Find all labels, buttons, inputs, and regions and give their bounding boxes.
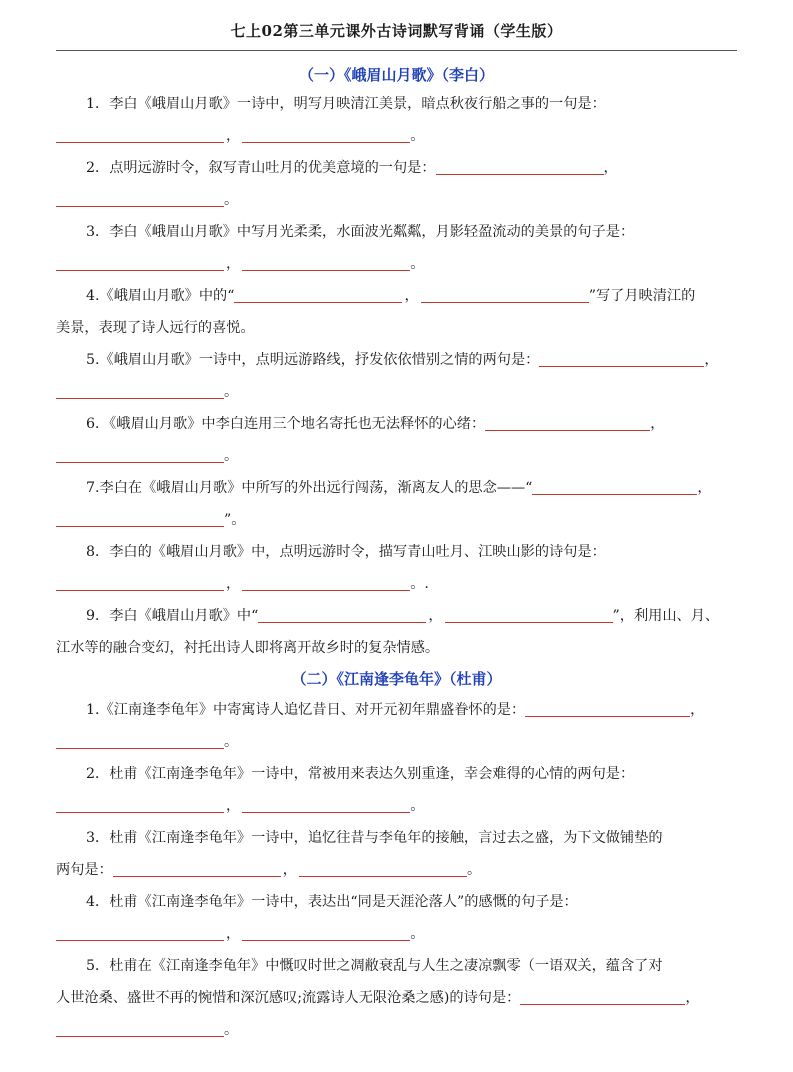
answer-blank[interactable]	[525, 702, 690, 717]
answer-blank[interactable]	[56, 448, 224, 463]
document-title: 七上02第三单元课外古诗词默写背诵（学生版）	[230, 22, 563, 40]
answer-blank[interactable]	[445, 608, 613, 623]
question-2-2	[56, 758, 740, 790]
answer-blank[interactable]	[421, 288, 589, 303]
answer-blank[interactable]	[56, 576, 224, 591]
title-divider	[56, 50, 737, 51]
answer-line-2-5: 。	[56, 1014, 740, 1046]
answer-line-1-1: ， 。	[56, 120, 740, 152]
question-text: 1．李白《峨眉山月歌》一诗中，明写月映清江美景，暗点秋夜行船之事的一句是：	[86, 96, 606, 112]
question-text: 7.李白在《峨眉山月歌》中所写的外出远行闯荡，渐离友人的思念——“	[86, 480, 533, 496]
answer-blank[interactable]	[539, 352, 704, 367]
answer-blank[interactable]	[56, 734, 224, 749]
question-1-8	[56, 536, 740, 568]
question-text: 4．杜甫《江南逢李龟年》一诗中，表达出“同是天涯沦落人”的感慨的句子是：	[86, 894, 578, 910]
question-1-2: 2．点明远游时令，叙写青山吐月的优美意境的一句是： ，	[86, 160, 618, 176]
answer-blank[interactable]	[242, 576, 410, 591]
answer-blank[interactable]	[258, 608, 426, 623]
question-1-3	[56, 216, 740, 248]
answer-blank[interactable]	[532, 480, 697, 495]
answer-blank[interactable]	[485, 416, 650, 431]
question-1-9: 9．李白《峨眉山月歌》中“ ， ”，利用山、月、	[86, 608, 720, 624]
answer-blank[interactable]	[56, 926, 224, 941]
answer-blank[interactable]	[56, 384, 224, 399]
answer-line-2-4: ， 。	[56, 918, 740, 950]
answer-line-2-1: 。	[56, 726, 740, 758]
answer-blank[interactable]	[436, 160, 604, 175]
question-1-4: 4.《峨眉山月歌》中的“ ， ”写了月映清江的	[86, 288, 696, 304]
answer-line-1-7: ”。	[56, 504, 740, 536]
answer-blank[interactable]	[242, 256, 410, 271]
question-1-1	[56, 88, 740, 120]
answer-line-1-5: 。	[56, 376, 740, 408]
answer-blank[interactable]	[56, 192, 224, 207]
section-heading-2: （二）《江南逢李龟年》（杜甫）	[291, 670, 502, 688]
answer-line-1-6: 。	[56, 440, 740, 472]
question-2-5-cont: 人世沧桑、盛世不再的惋惜和深沉感叹;流露诗人无限沧桑之感)的诗句是： ，	[56, 990, 700, 1006]
section-heading-1: （一）《峨眉山月歌》（李白）	[298, 66, 494, 84]
question-2-3-cont: 两句是： ， 。	[56, 862, 482, 878]
question-text: 2．杜甫《江南逢李龟年》一诗中，常被用来表达久别重逢，幸会难得的心情的两句是：	[86, 766, 635, 782]
question-text: 5.《峨眉山月歌》一诗中，点明远游路线，抒发依依惜别之情的两句是：	[86, 352, 540, 368]
answer-blank[interactable]	[242, 128, 410, 143]
question-text: 3．李白《峨眉山月歌》中写月光柔柔，水面波光粼粼，月影轻盈流动的美景的句子是：	[86, 224, 635, 240]
answer-blank[interactable]	[299, 862, 467, 877]
question-text: 8．李白的《峨眉山月歌》中，点明远游时令，描写青山吐月、江映山影的诗句是：	[86, 544, 606, 560]
answer-line-1-3: ， 。	[56, 248, 740, 280]
answer-blank[interactable]	[242, 798, 410, 813]
answer-blank[interactable]	[234, 288, 402, 303]
question-1-9-cont: 江水等的融合变幻，衬托出诗人即将离开故乡时的复杂情感。	[56, 640, 440, 656]
answer-blank[interactable]	[113, 862, 281, 877]
answer-line-2-2: ， 。	[56, 790, 740, 822]
answer-blank[interactable]	[56, 1022, 224, 1037]
answer-line-1-8: ， 。.	[56, 568, 740, 600]
answer-blank[interactable]	[56, 512, 224, 527]
question-1-4-cont: 美景，表现了诗人远行的喜悦。	[56, 320, 255, 336]
answer-line-1-2: 。	[56, 184, 740, 216]
answer-blank[interactable]	[56, 798, 224, 813]
answer-blank[interactable]	[56, 256, 224, 271]
answer-blank[interactable]	[56, 128, 224, 143]
question-text: 6．《峨眉山月歌》中李白连用三个地名寄托也无法释怀的心绪：	[86, 416, 486, 432]
question-2-4	[56, 886, 740, 918]
answer-blank[interactable]	[242, 926, 410, 941]
question-1-5: 5.《峨眉山月歌》一诗中，点明远游路线，抒发依依惜别之情的两句是： ，	[86, 352, 719, 368]
question-1-7: 7.李白在《峨眉山月歌》中所写的外出远行闯荡，渐离友人的思念——“ ，	[86, 480, 712, 496]
question-1-6: 6．《峨眉山月歌》中李白连用三个地名寄托也无法释怀的心绪： ，	[86, 416, 665, 432]
question-text: 1.《江南逢李龟年》中寄寓诗人追忆昔日、对开元初年鼎盛眷怀的是：	[86, 702, 526, 718]
question-text: 2．点明远游时令，叙写青山吐月的优美意境的一句是：	[86, 160, 436, 176]
answer-blank[interactable]	[520, 990, 685, 1005]
question-2-3: 3．杜甫《江南逢李龟年》一诗中，追忆往昔与李龟年的接触，言过去之盛，为下文做铺垫的	[86, 830, 663, 846]
question-2-1: 1.《江南逢李龟年》中寄寓诗人追忆昔日、对开元初年鼎盛眷怀的是： ，	[86, 702, 705, 718]
question-2-5: 5．杜甫在《江南逢李龟年》中慨叹时世之凋敝衰乱与人生之凄凉飘零（一语双关，蕴含了对	[86, 958, 663, 974]
